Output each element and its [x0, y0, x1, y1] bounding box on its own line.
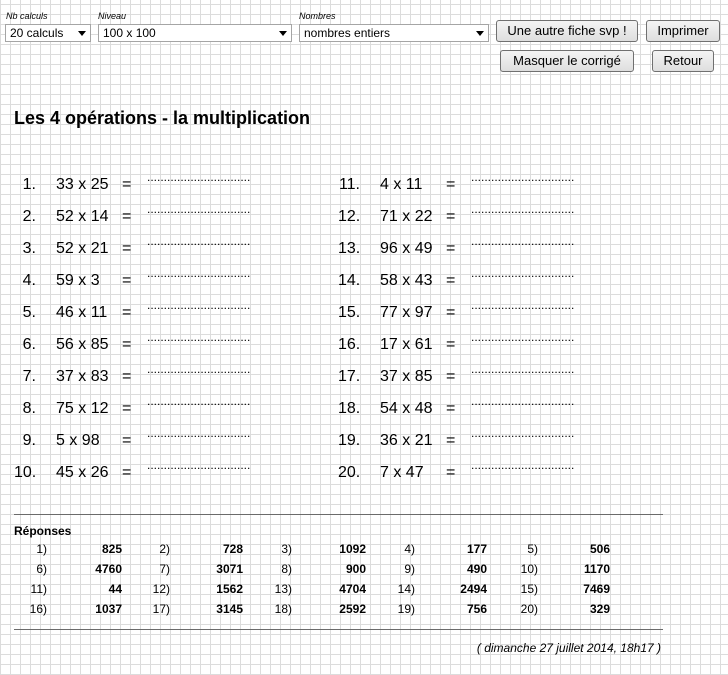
nombres-label: Nombres	[299, 11, 336, 21]
exercise-answer-blank: ...............................	[147, 330, 251, 344]
exercise-operation: 5 x 98	[56, 432, 100, 449]
answer-value: 756	[466, 602, 487, 616]
exercise-number: 9.	[22, 432, 36, 449]
answer-value: 177	[466, 542, 487, 556]
exercise-item	[14, 234, 314, 260]
exercise-operation: 37 x 83	[56, 368, 109, 385]
exercise-answer-blank: ...............................	[471, 330, 575, 344]
answers-title: Réponses	[14, 524, 72, 538]
exercise-answer-blank: ...............................	[147, 234, 251, 248]
answer-value: 4760	[95, 562, 122, 576]
exercise-equals: =	[446, 400, 456, 417]
exercise-answer-blank: ...............................	[471, 362, 575, 376]
answer-number: 13)	[274, 582, 292, 596]
exercise-answer-blank: ...............................	[147, 170, 251, 184]
exercise-operation: 56 x 85	[56, 336, 109, 353]
exercise-item	[338, 362, 638, 388]
answer-value: 506	[589, 542, 610, 556]
exercise-item	[14, 394, 314, 420]
exercise-number: 8.	[22, 400, 36, 417]
exercise-answer-blank: ...............................	[147, 394, 251, 408]
exercise-equals: =	[446, 432, 456, 449]
exercise-equals: =	[122, 240, 132, 257]
divider-bottom	[14, 629, 663, 630]
answer-value: 1562	[216, 582, 243, 596]
exercise-equals: =	[122, 208, 132, 225]
exercise-item	[338, 458, 638, 484]
nombres-value: nombres entiers	[304, 26, 391, 40]
exercise-equals: =	[446, 208, 456, 225]
answer-number: 4)	[404, 542, 415, 556]
answer-number: 18)	[274, 602, 292, 616]
exercise-item	[14, 298, 314, 324]
exercise-answer-blank: ...............................	[147, 202, 251, 216]
answer-number: 7)	[159, 562, 170, 576]
answer-value: 44	[108, 582, 122, 596]
exercise-equals: =	[446, 176, 456, 193]
exercise-number: 3.	[22, 240, 36, 257]
exercise-operation: 36 x 21	[380, 432, 433, 449]
exercise-operation: 75 x 12	[56, 400, 109, 417]
exercise-answer-blank: ...............................	[147, 426, 251, 440]
exercise-number: 12.	[338, 208, 361, 225]
exercise-number: 10.	[14, 464, 37, 481]
answer-number: 19)	[397, 602, 415, 616]
exercise-item	[14, 426, 314, 452]
answer-number: 20)	[520, 602, 538, 616]
exercise-answer-blank: ...............................	[471, 234, 575, 248]
exercise-item	[338, 394, 638, 420]
divider-top	[14, 514, 663, 515]
chevron-down-icon	[78, 31, 86, 36]
answer-number: 6)	[36, 562, 47, 576]
exercise-operation: 37 x 85	[380, 368, 433, 385]
exercise-equals: =	[446, 304, 456, 321]
exercise-operation: 33 x 25	[56, 176, 109, 193]
exercise-number: 15.	[338, 304, 361, 321]
niveau-value: 100 x 100	[103, 26, 156, 40]
exercise-operation: 7 x 47	[380, 464, 424, 481]
answer-value: 1092	[339, 542, 366, 556]
exercise-item	[338, 202, 638, 228]
exercise-item	[338, 234, 638, 260]
exercise-equals: =	[122, 272, 132, 289]
answer-number: 3)	[281, 542, 292, 556]
exercise-equals: =	[122, 176, 132, 193]
answer-number: 12)	[152, 582, 170, 596]
exercise-item	[338, 170, 638, 196]
exercise-equals: =	[122, 368, 132, 385]
answer-value: 3145	[216, 602, 243, 616]
exercise-item	[14, 266, 314, 292]
answer-value: 4704	[339, 582, 366, 596]
answer-number: 15)	[520, 582, 538, 596]
exercise-number: 19.	[338, 432, 361, 449]
answer-value: 329	[589, 602, 610, 616]
exercise-equals: =	[446, 240, 456, 257]
exercise-operation: 96 x 49	[380, 240, 433, 257]
exercise-equals: =	[446, 336, 456, 353]
exercise-number: 13.	[338, 240, 361, 257]
imprimer-button[interactable]: Imprimer	[646, 20, 720, 42]
exercise-equals: =	[446, 464, 456, 481]
answer-number: 14)	[397, 582, 415, 596]
exercise-item	[14, 362, 314, 388]
exercise-number: 18.	[338, 400, 361, 417]
exercise-item	[14, 330, 314, 356]
date-stamp: ( dimanche 27 juillet 2014, 18h17 )	[476, 641, 661, 655]
masquer-corrige-button[interactable]: Masquer le corrigé	[500, 50, 634, 72]
answer-number: 10)	[520, 562, 538, 576]
nb-calculs-label: Nb calculs	[6, 11, 48, 21]
exercise-number: 14.	[338, 272, 361, 289]
exercise-item	[338, 330, 638, 356]
exercise-number: 17.	[338, 368, 361, 385]
answer-number: 8)	[281, 562, 292, 576]
answer-value: 7469	[583, 582, 610, 596]
answer-number: 11)	[30, 582, 47, 596]
exercise-operation: 52 x 14	[56, 208, 109, 225]
exercise-operation: 46 x 11	[56, 304, 108, 321]
answer-number: 5)	[527, 542, 538, 556]
answer-number: 16)	[29, 602, 47, 616]
exercise-operation: 4 x 11	[380, 176, 423, 193]
answer-number: 2)	[159, 542, 170, 556]
exercise-equals: =	[446, 272, 456, 289]
exercise-number: 1.	[22, 176, 36, 193]
answer-value: 2592	[339, 602, 366, 616]
exercise-item	[14, 202, 314, 228]
exercise-answer-blank: ...............................	[471, 458, 575, 472]
exercise-item	[338, 426, 638, 452]
exercise-equals: =	[122, 400, 132, 417]
exercise-equals: =	[122, 336, 132, 353]
answer-number: 9)	[404, 562, 415, 576]
exercise-number: 7.	[22, 368, 36, 385]
exercise-number: 6.	[22, 336, 36, 353]
exercise-equals: =	[122, 464, 132, 481]
retour-button[interactable]: Retour	[652, 50, 714, 72]
exercise-operation: 54 x 48	[380, 400, 433, 417]
exercise-answer-blank: ...............................	[147, 266, 251, 280]
exercise-number: 16.	[338, 336, 361, 353]
chevron-down-icon	[476, 31, 484, 36]
exercise-operation: 59 x 3	[56, 272, 100, 289]
exercise-number: 2.	[22, 208, 36, 225]
niveau-label: Niveau	[98, 11, 127, 21]
answer-value: 490	[466, 562, 487, 576]
answer-value: 2494	[460, 582, 487, 596]
exercise-operation: 71 x 22	[380, 208, 433, 225]
exercise-operation: 45 x 26	[56, 464, 109, 481]
exercise-number: 11.	[338, 176, 360, 193]
exercise-operation: 77 x 97	[380, 304, 433, 321]
exercise-item	[14, 170, 314, 196]
answer-value: 3071	[216, 562, 243, 576]
exercise-number: 20.	[338, 464, 361, 481]
exercise-equals: =	[122, 432, 132, 449]
answer-number: 17)	[152, 602, 170, 616]
chevron-down-icon	[279, 31, 287, 36]
exercise-answer-blank: ...............................	[471, 394, 575, 408]
answer-value: 825	[101, 542, 122, 556]
exercise-item	[338, 266, 638, 292]
exercise-answer-blank: ...............................	[147, 458, 251, 472]
nb-calculs-value: 20 calculs	[10, 26, 64, 40]
exercise-operation: 52 x 21	[56, 240, 109, 257]
exercise-equals: =	[446, 368, 456, 385]
page-title: Les 4 opérations - la multiplication	[14, 108, 311, 128]
answer-number: 1)	[36, 542, 47, 556]
exercise-number: 5.	[22, 304, 36, 321]
exercise-answer-blank: ...............................	[147, 362, 251, 376]
exercise-answer-blank: ...............................	[471, 266, 575, 280]
exercise-number: 4.	[22, 272, 36, 289]
exercise-item	[14, 458, 314, 484]
answer-value: 1170	[583, 562, 610, 576]
exercise-answer-blank: ...............................	[471, 202, 575, 216]
nb-calculs-select[interactable]	[5, 24, 91, 42]
exercise-answer-blank: ...............................	[471, 426, 575, 440]
exercise-answer-blank: ...............................	[471, 298, 575, 312]
exercise-answer-blank: ...............................	[147, 298, 251, 312]
exercise-answer-blank: ...............................	[471, 170, 575, 184]
answer-value: 728	[222, 542, 243, 556]
autre-fiche-button[interactable]: Une autre fiche svp !	[496, 20, 638, 42]
exercise-item	[338, 298, 638, 324]
exercise-operation: 17 x 61	[380, 336, 433, 353]
nombres-select[interactable]	[299, 24, 489, 42]
answer-value: 1037	[95, 602, 122, 616]
answer-value: 900	[345, 562, 366, 576]
niveau-select[interactable]	[98, 24, 292, 42]
exercise-equals: =	[122, 304, 132, 321]
exercise-operation: 58 x 43	[380, 272, 433, 289]
